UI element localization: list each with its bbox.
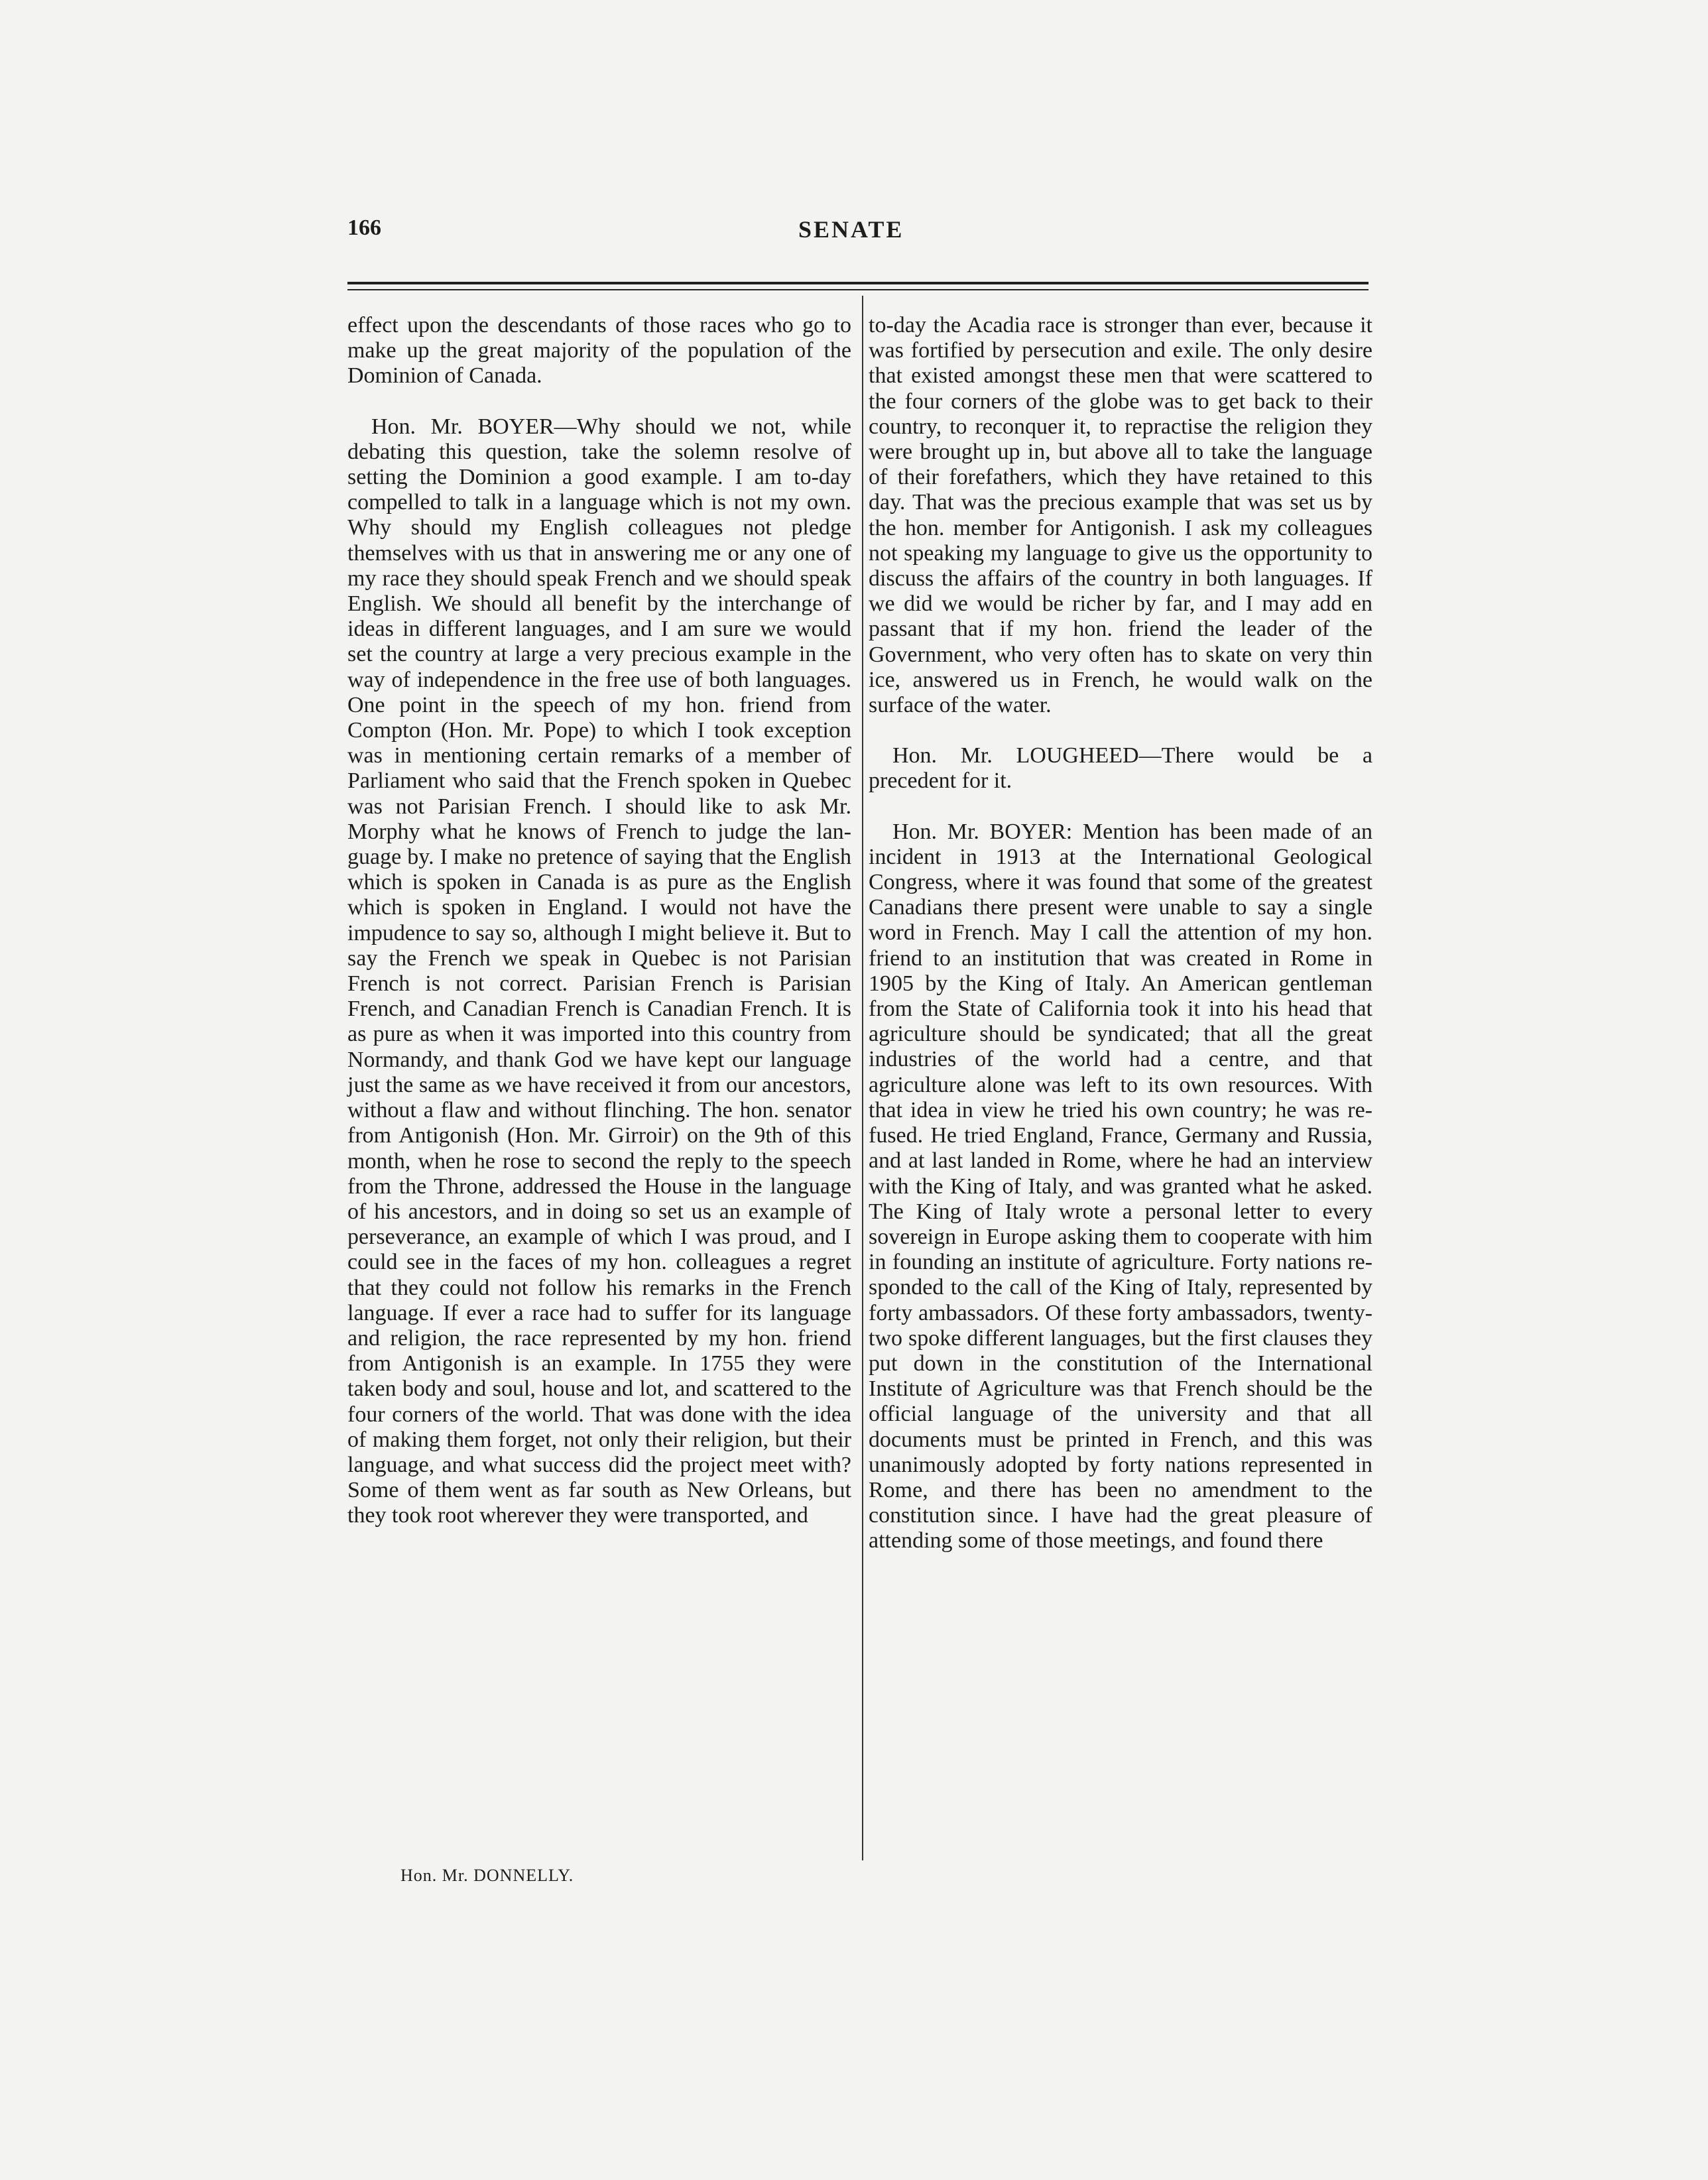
column-divider xyxy=(862,296,863,1860)
speech-text: —Why should we not, while debating this question, take the solemn resolve of setting the Dominion a good example. I am to-day compelled to talk in a language which is not my own. Why should my English colleagues not pledge themselves with us that in answering me or any one of my race they should speak French and we should speak English. We should all benefit by the interchange of ideas in different languages, and I am sure we would set the country at large a very precious example in the way of independence in the free use of both languages. One point in the speech of my hon. friend from Compton (Hon. Mr. Pope) to which I took exception was in mentioning certain remarks of a member of Parliament who said that the French spoken in Quebec was not Parisian French. I should like to ask Mr. Morphy what he knows of French to judge the language by. I make no pretence of saying that the English which is spoken in Canada is as pure as the English which is spoken in England. I would not have the impudence to say so, although I might believe it. But to say the French we speak in Quebec is not Parisian French is not correct. Parisian French is Parisian French, and Canadian French is Canadian French. It is as pure as when it was imported into this country from Normandy, and thank God we have kept our language just the same as we have received it from our ancestors, without a flaw and without flinching. The hon. senator from Antigonish (Hon. Mr. Girroir) on the 9th of this month, when he rose to second the reply to the speech from the Throne, addressed the House in the language of his ancestors, and in doing so set us an example of perseverance, an example of which I was proud, and I could see in the faces of my hon. colleagues a regret that they could not follow his remarks in the French language. If ever a race had to suffer for its language and religion, the race represented by my hon. friend from Antigonish is an example. In 1755 they were taken body and soul, house and lot, and scattered to the four corners of the world. That was done with the idea of making them forget, not only their religion, but their language, and what success did the project meet with? Some of them went as far south as New Orleans, but they took root wherever they were transported, and xyxy=(347,414,851,1528)
page-number: 166 xyxy=(347,215,381,240)
speech-text: —There would be a precedent for it. xyxy=(869,743,1372,794)
header-rule-thick xyxy=(347,282,1369,284)
speech-text: : Mention has been made of an incident in 1913 at the International Geological Congress, where it was found that some of the greatest Canadians there present were unable to say a single word in French. May I call the attention of my hon. friend to an institution that was created in Rome in 1905 by the King of Italy. An American gentleman from the State of California took it into his head that agriculture should be syndicated; that all the great industries of the world had a centre, and that agriculture alone was left to its own resources. With that idea in view he tried his own country; he was refused. He tried England, France, Germany and Russia, and at last landed in Rome, where he had an interview with the King of Italy, and was granted what he asked. The King of Italy wrote a personal letter to every sovereign in Europe asking them to cooperate with him in founding an institute of agriculture. Forty nations responded to the call of the King of Italy, represented by forty ambassadors. Of these forty ambassadors, twenty-two spoke different languages, but the first clauses they put down in the constitution of the International Institute of Agriculture was that French should be the official language of the university and that all documents must be printed in French, and this was unanimously adopted by forty nations represented in Rome, and there has been no amendment to the constitution since. I have had the great pleasure of attending some of those meetings, and found there xyxy=(869,819,1372,1553)
paragraph: to-day the Acadia race is stronger than ever, because it was fortified by persecution and exile. The only desire that existed amongst these men that were scattered to the four corners of the globe was to get back to their country, to reconquer it, to repractise the religion they were brought up in, but above all to take the language of their forefathers, which they have retained to this day. That was the precious example that was set us by the hon. member for Antigonish. I ask my colleagues not speaking my language to give us the opportunity to discuss the affairs of the country in both languages. If we did we would be richer by far, and I may add en passant that if my hon. friend the leader of the Government, who very often has to skate on very thin ice, answered us in French, he would walk on the surface of the water. xyxy=(869,313,1372,718)
header-rule-thin xyxy=(347,289,1369,290)
speech-paragraph xyxy=(869,743,1372,794)
speaker-name: Hon. Mr. LOUGHEED xyxy=(892,743,1139,768)
page-header xyxy=(347,215,1369,255)
footer-catchword: Hon. Mr. DONNELLY. xyxy=(400,1866,574,1885)
paragraph: effect upon the descendants of those races who go to make up the great majority of the population of the Dominion of Canada. xyxy=(347,313,851,389)
speaker-name: Hon. Mr. BOYER xyxy=(371,414,554,439)
running-head: SENATE xyxy=(798,216,904,243)
speech-paragraph xyxy=(347,414,851,1529)
speech-paragraph xyxy=(869,819,1372,1554)
left-column xyxy=(347,313,851,1529)
speaker-name: Hon. Mr. BOYER xyxy=(892,819,1066,844)
right-column xyxy=(869,313,1372,1554)
